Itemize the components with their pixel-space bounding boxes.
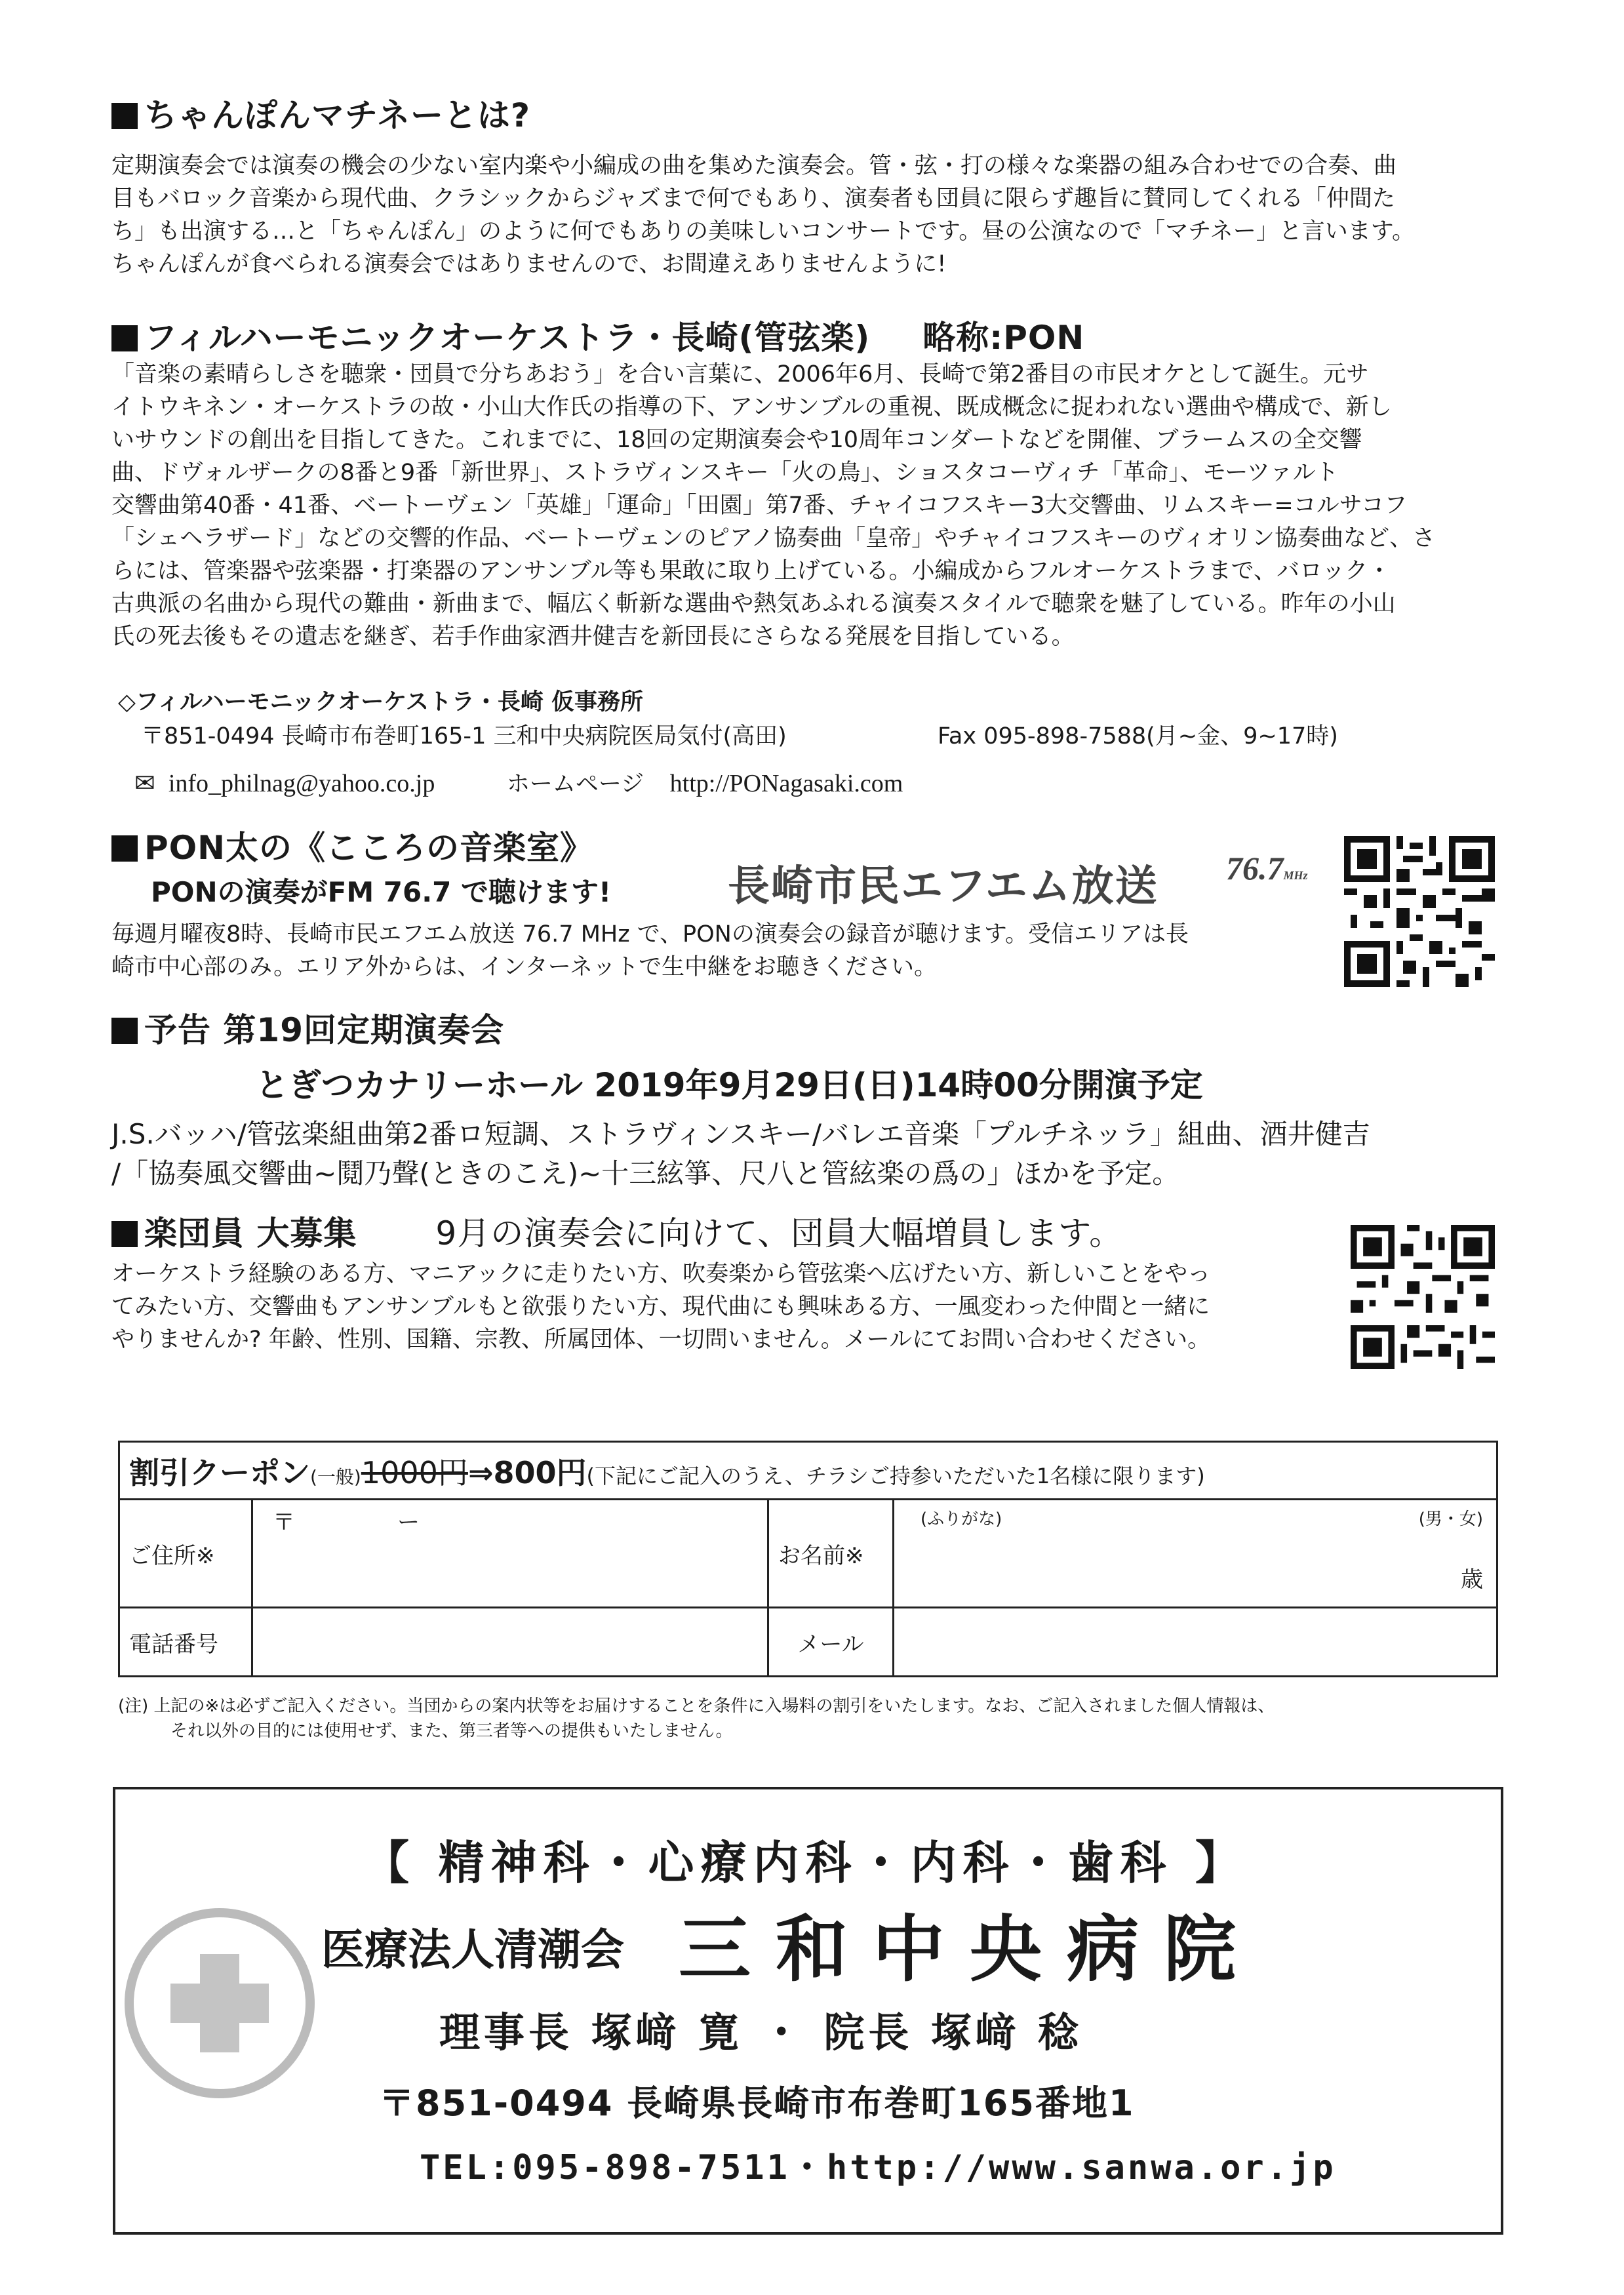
text-line: いサウンドの創出を目指してきた。これまでに、18回の定期演奏会や10周年コンダートなどを開催、ブラームスの全交響 <box>111 427 1362 453</box>
name-field[interactable] <box>894 1500 1497 1608</box>
office-address: 〒851-0494 長崎市布巻町165-1 三和中央病院医局気付(高田) <box>141 723 787 749</box>
text-line: 毎週月曜夜8時、長崎市民エフエム放送 76.7 MHz で、PONの演奏会の録音が聴けます。受信エリアは長 <box>111 921 1189 948</box>
clinic-contact: TEL:095-898-7511・http://www.sanwa.or.jp <box>420 2148 1336 2187</box>
note-line: それ以外の目的には使用せず、また、第三者等への提供もいたしません。 <box>170 1721 733 1741</box>
clinic-corp: 医療法人清潮会 <box>321 1925 624 1975</box>
text-line: J.S.バッハ/管弦楽組曲第2番ロ短調、ストラヴィンスキー/バレエ音楽「プルチネッラ」組曲、酒井健吉 <box>111 1118 1370 1150</box>
coupon-condition: (下記にご記入のうえ、チラシご持参いただいた1名様に限ります) <box>586 1463 1205 1488</box>
name-label: お名前※ <box>768 1500 894 1608</box>
text-line: 交響曲第40番・41番、ベートーヴェン「英雄」「運命」「田園」第7番、チャイコフスキー3大交響曲、リムスキー=コルサコフ <box>111 492 1408 519</box>
text-line: 「シェヘラザード」などの交響的作品、ベートーヴェンのピアノ協奏曲「皇帝」やチャイコフスキーのヴィオリン協奏曲など、さ <box>111 525 1436 551</box>
contact-line <box>134 767 903 801</box>
clinic-departments: 【 精神科・心療内科・内科・歯科 】 <box>363 1836 1248 1890</box>
age-label: 歳 <box>1461 1567 1483 1593</box>
recruit-tagline: 9月の演奏会に向けて、団員大幅増員します。 <box>435 1214 1123 1252</box>
coupon-general: (一般) <box>310 1466 361 1488</box>
section-heading-orchestra: フィルハーモニックオーケストラ・長崎(管弦楽) 略称:PON <box>111 317 1084 358</box>
homepage-label: ホームページ <box>506 771 644 797</box>
email-icon: ✉ <box>134 770 155 797</box>
clinic-address: 〒851-0494 長崎県長崎市布巻町165番地1 <box>379 2083 1135 2124</box>
section-chanpon-body <box>111 150 1521 281</box>
section-recruit-body <box>111 1258 1324 1356</box>
coupon-old-price: 1000円 <box>361 1454 468 1490</box>
address-field[interactable] <box>252 1500 768 1608</box>
station-name: 長崎市民エフエム放送 <box>728 862 1159 911</box>
text-line: イトウキネン・オーケストラの故・小山大作氏の指導の下、アンサンブルの重視、既成概念に捉われない選曲や構成で、新し <box>111 394 1392 420</box>
text-line: 「音楽の素晴らしさを聴衆・団員で分ちあおう」を合い言葉に、2006年6月、長崎で第2番目の市民オケとして誕生。元サ <box>111 361 1369 388</box>
mail-label: メール <box>768 1608 894 1677</box>
text-line: ちゃんぽんが食べられる演奏会ではありませんので、お間違えありませんように! <box>111 251 947 277</box>
section-heading-chanpon: ちゃんぽんマチネーとは? <box>111 95 530 136</box>
arrow-icon: ⇒ <box>467 1454 494 1490</box>
qr-code-icon[interactable] <box>1344 836 1495 987</box>
abbreviation: 略称:PON <box>922 319 1085 357</box>
coupon-new-price: 800円 <box>493 1454 587 1490</box>
gender-label: (男・女) <box>1418 1509 1483 1529</box>
concert-venue-date: とぎつカナリーホール 2019年9月29日(日)14時00分開演予定 <box>256 1066 1203 1104</box>
square-bullet-icon <box>111 1018 138 1044</box>
text-line: らには、管楽器や弦楽器・打楽器のアンサンブル等も果敢に取り上げている。小編成からフルオーケストラまで、バロック・ <box>111 558 1391 584</box>
section-heading-recruit: 楽団員 大募集 9月の演奏会に向けて、団員大幅増員します。 <box>111 1213 1122 1254</box>
cross-logo-icon <box>121 1905 318 2104</box>
section-heading-concert: 予告 第19回定期演奏会 <box>111 1010 504 1050</box>
qr-code-icon[interactable] <box>1351 1225 1495 1369</box>
office-title: ◇フィルハーモニックオーケストラ・長崎 仮事務所 <box>118 689 644 715</box>
text-line: 氏の死去後もその遺志を継ぎ、若手作曲家酒井健吉を新団長にさらなる発展を目指している。 <box>111 624 1075 650</box>
mail-field[interactable] <box>894 1608 1497 1677</box>
email-link[interactable]: info_philnag@yahoo.co.jp <box>168 770 435 797</box>
text-line: ち」も出演する…と「ちゃんぽん」のように何でもありの美味しいコンサートです。昼の公演なので「マチネー」と言います。 <box>111 218 1416 245</box>
text-line: 目もバロック音楽から現代曲、クラシックからジャズまで何でもあり、演奏者も団員に限らず趣旨に賛同してくれる「仲間た <box>111 186 1395 212</box>
text-line: やりませんか? 年齢、性別、国籍、宗教、所属団体、一切問いません。メールにてお問い合わせください。 <box>111 1327 1211 1353</box>
note-line: (注) 上記の※は必ずご記入ください。当団からの案内状等をお届けすることを条件に入場料の割引をいたします。なお、ご記入されました個人情報は、 <box>118 1696 1275 1716</box>
square-bullet-icon <box>111 103 138 129</box>
section-heading-radio: PON太の《こころの音楽室》 <box>111 828 593 868</box>
coupon-note <box>118 1694 1275 1744</box>
square-bullet-icon <box>111 835 138 862</box>
address-label: ご住所※ <box>119 1500 252 1608</box>
text-line: 定期演奏会では演奏の機会の少ない室内楽や小編成の曲を集めた演奏会。管・弦・打の様々な楽器の組み合わせでの合奏、曲 <box>111 153 1397 179</box>
square-bullet-icon <box>111 1221 138 1247</box>
clinic-name: 三和中央病院 <box>679 1907 1261 1991</box>
text-line: 古典派の名曲から現代の難曲・新曲まで、幅広く斬新な選曲や熱気あふれる演奏スタイルで聴衆を魅了している。昨年の小山 <box>111 591 1396 617</box>
square-bullet-icon <box>111 325 138 351</box>
office-fax: Fax 095-898-7588(月~金、9~17時) <box>938 723 1338 749</box>
phone-field[interactable] <box>252 1608 768 1677</box>
section-orchestra-body <box>111 358 1521 653</box>
coupon-header <box>119 1442 1497 1500</box>
text-line: /「協奏風交響曲~鬩乃聲(ときのこえ)~十三絃箏、尺八と管絃楽の爲の」ほかを予定。 <box>111 1157 1180 1189</box>
phone-label: 電話番号 <box>119 1608 252 1677</box>
postal-mark: 〒 <box>273 1509 295 1536</box>
station-logo: 76.7MHz <box>1226 850 1308 887</box>
text-line: 崎市中心部のみ。エリア外からは、インターネットで生中継をお聴きください。 <box>111 954 937 980</box>
text-line: オーケストラ経験のある方、マニアックに走りたい方、吹奏楽から管弦楽へ広げたい方、新しいことをやっ <box>111 1261 1211 1287</box>
coupon-title: 割引クーポン <box>129 1454 310 1490</box>
section-radio-body <box>111 918 1324 984</box>
radio-subheading: PONの演奏がFM 76.7 で聴けます! <box>151 876 612 908</box>
furigana-label: (ふりがな) <box>921 1509 1002 1529</box>
text-line: てみたい方、交響曲もアンサンブルもと欲張りたい方、現代曲にも興味ある方、一風変わった仲間と一緒に <box>111 1294 1210 1320</box>
concert-program <box>111 1115 1370 1193</box>
homepage-link[interactable]: http://PONagasaki.com <box>669 770 903 797</box>
clinic-staff: 理事長 塚﨑 寛 ・ 院長 塚﨑 稔 <box>439 2008 1083 2056</box>
text-line: 曲、ドヴォルザークの8番と9番「新世界」、ストラヴィンスキー「火の鳥」、ショスタコーヴィチ「革命」、モーツァルト <box>111 460 1339 486</box>
coupon-form <box>118 1441 1498 1677</box>
postal-dash: ー <box>397 1509 420 1536</box>
